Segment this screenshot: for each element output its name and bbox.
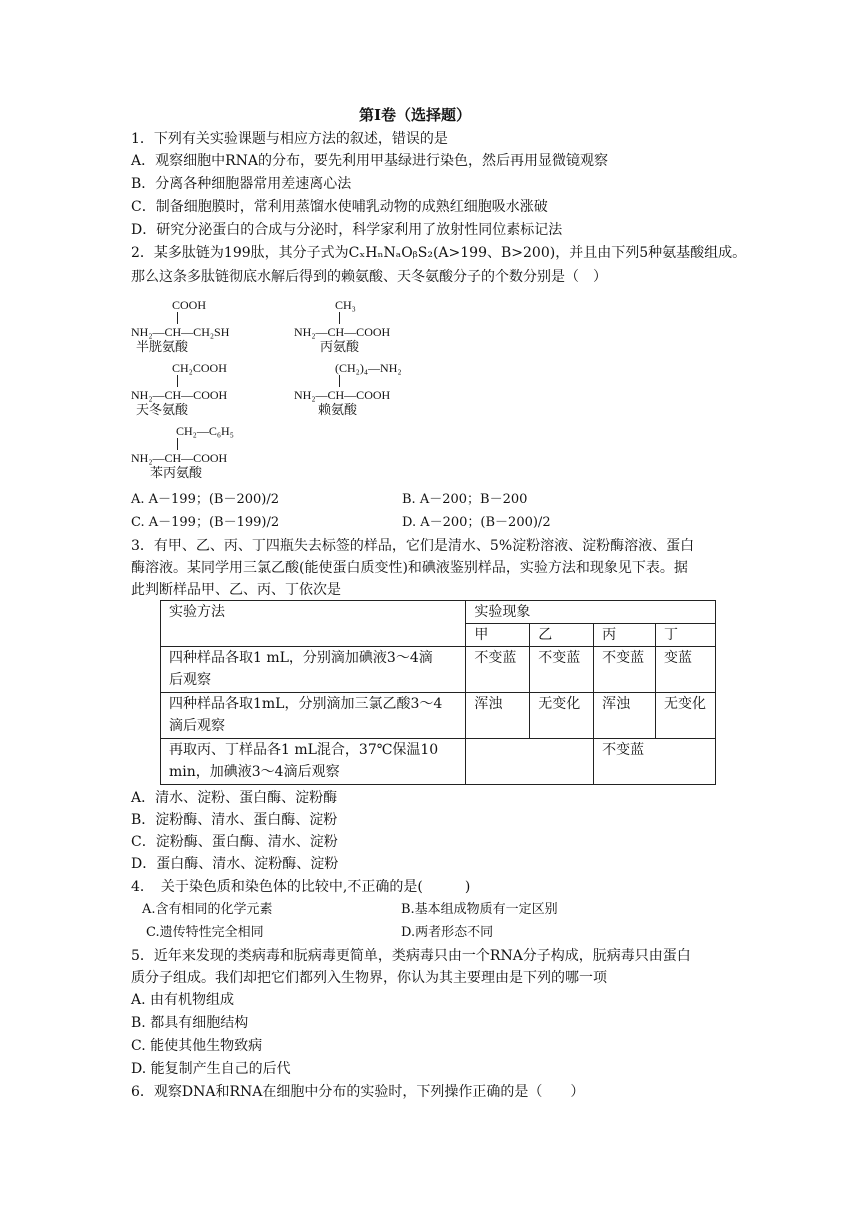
table-cell-merged: 不变蓝 [594,739,716,785]
asp-name: 天冬氨酸 [136,402,189,417]
q5-option-b: B. 都具有细胞结构 [131,1015,249,1031]
q2-option-b: B. A－200；B－200 [402,492,528,507]
cys-main-chain: NH₂—CH—CH₂SH [131,325,230,339]
q2-option-c: C. A－199；(B－199)/2 [131,515,280,530]
table-cell: 变蓝 [656,647,716,693]
asp-main-chain: NH₂—CH—COOH [131,388,228,402]
q6-stem: 6．观察DNA和RNA在细胞中分布的实验时，下列操作正确的是（ ） [131,1084,585,1100]
lys-main-chain: NH₂—CH—COOH [294,388,391,402]
phe-name: 苯丙氨酸 [150,465,203,480]
q3-option-a: A．清水、淀粉、蛋白酶、淀粉酶 [131,790,338,806]
ala-main-chain: NH₂—CH—COOH [294,325,391,339]
table-cell-method: 四种样品各取1mL，分别滴加三氯乙酸3～4 滴后观察 [161,693,466,739]
q4-option-d: D.两者形态不同 [401,925,494,940]
q3-stem-line1: 3．有甲、乙、丙、丁四瓶失去标签的样品，它们是清水、5%淀粉溶液、淀粉酶溶液、蛋白 [131,538,695,554]
table-col-bing: 丙 [594,624,656,647]
table-header-phenomenon: 实验现象 [466,601,716,624]
section-title: 第Ⅰ卷（选择题） [359,106,472,124]
table-col-yi: 乙 [530,624,594,647]
q1-option-a: A．观察细胞中RNA的分布，要先利用甲基绿进行染色，然后再用显微镜观察 [131,153,609,169]
table-cell: 无变化 [656,693,716,739]
q2-option-d: D. A－200；(B－200)/2 [402,515,551,530]
table-cell-empty [466,739,594,785]
q3-option-b: B．淀粉酶、清水、蛋白酶、淀粉 [131,812,338,828]
phe-top-group: CH₂—C₆H₅ [176,424,234,438]
table-cell: 浑浊 [594,693,656,739]
table-cell: 不变蓝 [466,647,530,693]
table-cell: 不变蓝 [594,647,656,693]
asp-bond [177,375,178,387]
phe-main-chain: NH₂—CH—COOH [131,451,228,465]
table-row [161,739,716,785]
lys-bond [339,375,340,387]
cys-top-group: COOH [172,298,207,312]
q1-option-b: B．分离各种细胞器常用差速离心法 [131,176,352,192]
table-cell: 浑浊 [466,693,530,739]
q2-stem-line2: 那么这条多肽链彻底水解后得到的赖氨酸、天冬氨酸分子的个数分别是（ ） [131,269,607,285]
q5-option-d: D. 能复制产生自己的后代 [131,1061,291,1077]
phe-bond [177,438,178,450]
lys-top-group: (CH₂)₄—NH₂ [335,361,402,375]
q3-option-c: C．淀粉酶、蛋白酶、清水、淀粉 [131,834,338,850]
ala-name: 丙氨酸 [320,339,360,354]
q5-stem-line2: 质分子组成。我们却把它们都列入生物界，你认为其主要理由是下列的哪一项 [131,970,607,986]
q4-stem: 4． 关于染色质和染色体的比较中,不正确的是( ) [131,879,471,895]
table-row [161,647,716,693]
q5-option-c: C. 能使其他生物致病 [131,1038,263,1054]
q4-option-b: B.基本组成物质有一定区别 [401,902,558,917]
q1-stem: 1．下列有关实验课题与相应方法的叙述，错误的是 [131,131,448,147]
q3-stem-line2: 酶溶液。某同学用三氯乙酸(能使蛋白质变性)和碘液鉴别样品，实验方法和现象见下表。据 [131,560,688,576]
q1-option-d: D．研究分泌蛋白的合成与分泌时，科学家利用了放射性同位素标记法 [131,222,563,238]
cys-bond [177,312,178,324]
table-header-method: 实验方法 [161,601,466,647]
table-col-ding: 丁 [656,624,716,647]
q5-stem-line1: 5．近年来发现的类病毒和朊病毒更简单，类病毒只由一个RNA分子构成，朊病毒只由蛋白 [131,948,691,964]
q4-option-c: C.遗传特性完全相同 [146,925,264,940]
cys-name: 半胱氨酸 [136,339,189,354]
table-cell-method: 四种样品各取1 mL，分别滴加碘液3～4滴 后观察 [161,647,466,693]
q3-stem-line3: 此判断样品甲、乙、丙、丁依次是 [131,582,341,598]
q1-option-c: C．制备细胞膜时，常利用蒸馏水使哺乳动物的成熟红细胞吸水涨破 [131,199,548,215]
q4-option-a: A.含有相同的化学元素 [142,902,273,917]
q3-option-d: D．蛋白酶、清水、淀粉酶、淀粉 [131,856,339,872]
ala-bond [339,312,340,324]
asp-top-group: CH₂COOH [172,361,227,375]
q5-option-a: A. 由有机物组成 [131,992,235,1008]
ala-top-group: CH₃ [335,298,356,312]
table-cell: 不变蓝 [530,647,594,693]
experiment-table [160,600,716,785]
table-row [161,693,716,739]
lys-name: 赖氨酸 [318,402,358,417]
table-cell: 无变化 [530,693,594,739]
q2-option-a: A. A－199；(B－200)/2 [131,492,280,507]
table-cell-method: 再取丙、丁样品各1 mL混合，37℃保温10 min，加碘液3～4滴后观察 [161,739,466,785]
table-col-jia: 甲 [466,624,530,647]
q2-stem-line1: 2．某多肽链为199肽，其分子式为CₓHₙNₐOᵦS₂(A>199、B>200)，并且由下列5种氨基酸组成。 [131,245,747,261]
